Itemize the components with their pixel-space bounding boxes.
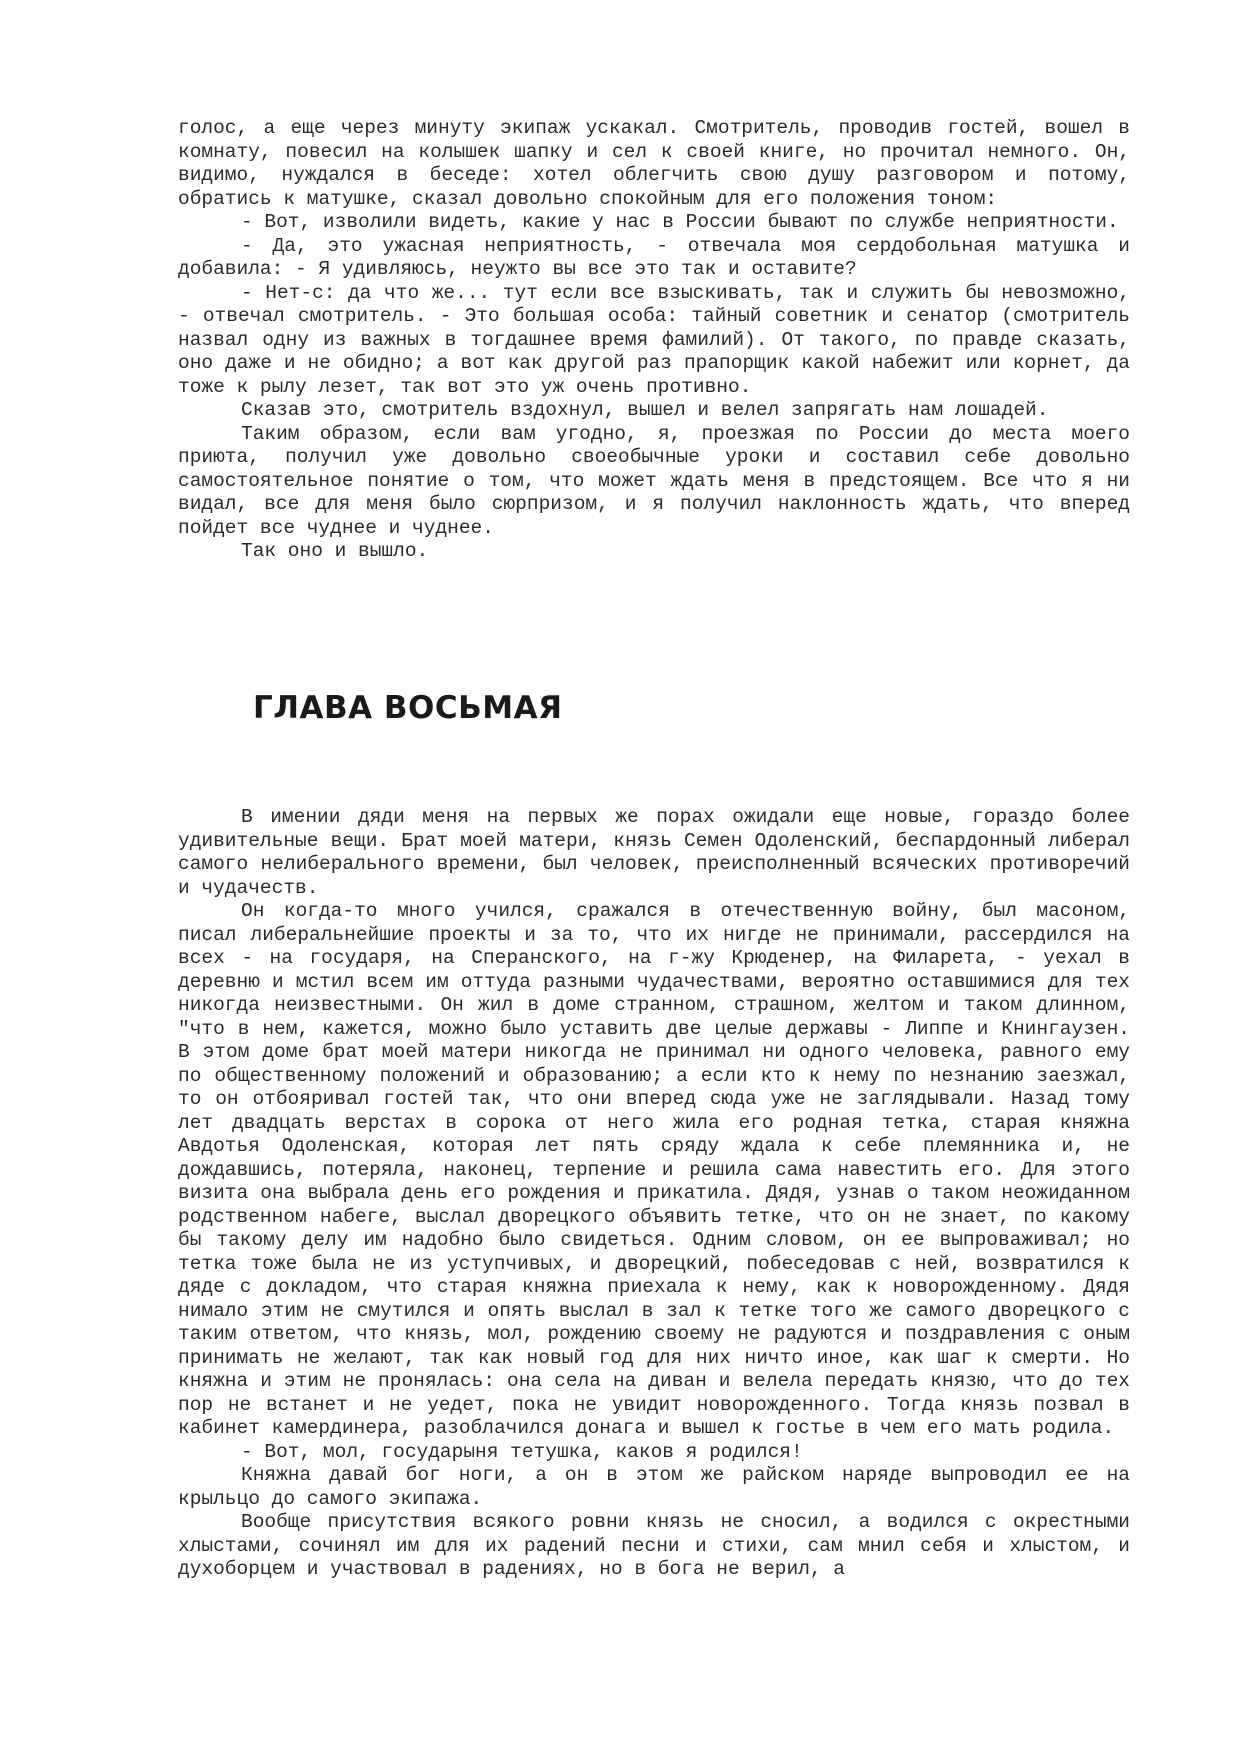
top-text-block [178,117,1130,564]
paragraph: Он когда-то много учился, сражался в отечественную войну, был масоном, писал либеральнейшие проекты и за то, что их нигде не принимали, рассердился на всех - на государя, на Сперанского, на г-жу Крюденер, на Филарета, - уехал в деревню и мстил всем им оттуда разными чудачествами, вероятно оставшимися для тех никогда неизвестными. Он жил в доме странном, страшном, желтом и таком длинном, "что в нем, кажется, можно было уставить две целые державы - Липпе и Кнингаузен. В этом доме брат моей матери никогда не принимал ни одного человека, равного ему по общественному положений и образованию; а если кто к нему по незнанию заезжал, то он отбояривал гостей так, что они вперед сюда уже не заглядывали. Назад тому лет двадцать верстах в сорока от него жила его родная тетка, старая княжна Авдотья Одоленская, которая лет пять сряду ждала к себе племянника и, не дождавшись, потеряла, наконец, терпение и решила сама навестить его. Для этого визита она выбрала день его рождения и прикатила. Дядя, узнав о таком неожиданном родственном набеге, выслал дворецкого объявить тетке, что он не знает, по какому бы такому делу им надобно было свидеться. Одним словом, он ее выпроваживал; но тетка тоже была не из уступчивых, и дворецкий, побеседовав с ней, возвратился к дяде с докладом, что старая княжна приехала к нему, как к новорожденному. Дядя нимало этим не смутился и опять выслал в зал к тетке того же самого дворецкого с таким ответом, что князь, мол, рождению своему не радуются и поздравления с оным принимать не желают, так как новый год для них ничто иное, как шаг к смерти. Но княжна и этим не пронялась: она села на диван и велела передать князю, что до тех пор не встанет и не уедет, пока не увидит новорожденного. Тогда князь позвал в кабинет камердинера, разоблачился донага и вышел к гостье в чем его мать родила. [178,900,1130,1439]
paragraph: - Нет-с: да что же... тут если все взыскивать, так и служить бы невозможно, - отвечал смотритель. - Это большая особа: тайный советник и сенатор (смотритель назвал одну из важных в тогдашнее время фамилий). От такого, по правде сказать, оно даже и не обидно; а вот как другой раз прапорщик какой набежит или корнет, да тоже к рылу лезет, так вот это уж очень противно. [178,281,1130,398]
paragraph: - Да, это ужасная неприятность, - отвечала моя сердобольная матушка и добавила: - Я удивляюсь, неужто вы все это так и оставите? [178,234,1130,280]
bottom-text-block [178,806,1130,1582]
paragraph: - Вот, изволили видеть, какие у нас в России бывают по службе неприятности. [241,211,1119,233]
paragraph: Княжна давай бог ноги, а он в этом же райском наряде выпроводил ее на крыльцо до самого экипажа. [178,1464,1130,1510]
paragraph: Сказав это, смотритель вздохнул, вышел и велел запрягать нам лошадей. [241,399,1049,421]
paragraph: В имении дяди меня на первых же порах ожидали еще новые, гораздо более удивительные вещи. Брат моей матери, князь Семен Одоленский, беспардонный либерал самого нелиберального времени, был человек, преисполненный всяческих противоречий и чудачеств. [178,806,1130,899]
paragraph: - Вот, мол, государыня тетушка, каков я родился! [241,1440,803,1463]
paragraph: Вообще присутствия всякого ровни князь не сносил, а водился с окрестными хлыстами, сочинял им для их радений песни и стихи, сам мнил себя и хлыстом, и духоборцем и участвовал в радениях, но в бога не верил, а [178,1511,1130,1580]
paragraph: Таким образом, если вам угодно, я, проезжая по России до места моего приюта, получил уже довольно своеобычные уроки и составил себе довольно самостоятельное понятие о том, что может ждать меня в предстоящем. Все что я ни видал, все для меня было сюрпризом, и я получил наклонность ждать, что вперед пойдет все чуднее и чуднее. [178,422,1130,539]
paragraph: Так оно и вышло. [241,540,429,562]
chapter-title: ГЛАВА ВОСЬМАЯ [253,690,563,726]
paragraph: голос, а еще через минуту экипаж ускакал. Смотритель, проводив гостей, вошел в комнату, повесил на колышек шапку и сел к своей книге, но прочитал немного. Он, видимо, нуждался в беседе: хотел облегчить свою душу разговором и потому, обратись к матушке, сказал довольно спокойным для его положения тоном: [178,117,1130,210]
